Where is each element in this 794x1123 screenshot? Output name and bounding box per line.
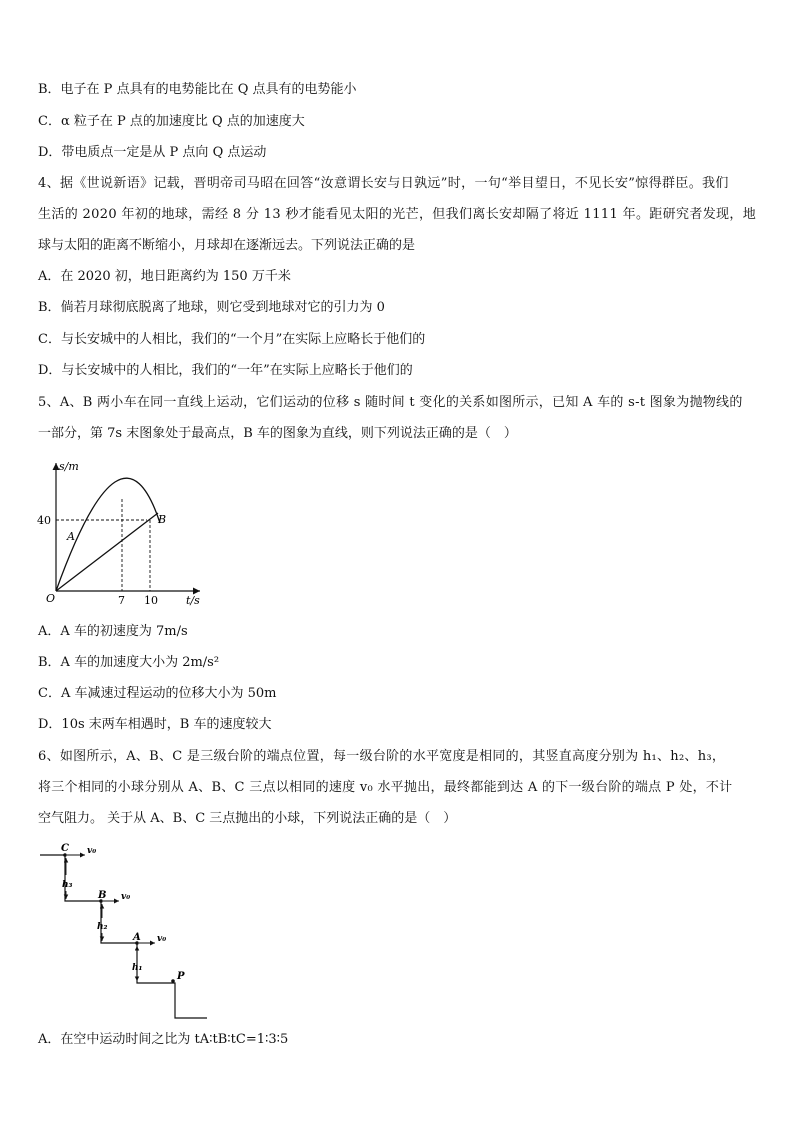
q5-option-a: A．A 车的初速度为 7m/s (38, 624, 188, 639)
q5-st-graph (30, 455, 210, 610)
line-b-label: B (158, 513, 167, 526)
h1-label: h₁ (132, 963, 143, 973)
v0-label-c: v₀ (87, 846, 97, 856)
option-b-prev: B．电子在 P 点具有的电势能比在 Q 点具有的电势能小 (38, 82, 357, 97)
q5-option-b: B．A 车的加速度大小为 2m/s² (38, 655, 220, 670)
v0-label-b: v₀ (121, 892, 131, 902)
q6-stem-line-3: 空气阻力。 关于从 A、B、C 三点抛出的小球，下列说法正确的是（ ） (38, 811, 457, 826)
q6-option-a: A．在空中运动时间之比为 tA∶tB∶tC=1∶3∶5 (38, 1032, 289, 1047)
q6-stem-line-1: 6、如图所示，A、B、C 是三级台阶的端点位置，每一级台阶的水平宽度是相同的，其竖直高度分别为 h₁、h₂、h₃， (38, 749, 726, 764)
q4-stem-line-1: 4、据《世说新语》记载，晋明帝司马昭在回答“汝意谓长安与日孰远”时，一句“举目望日，不见长安”惊得群臣。我们 (38, 176, 729, 191)
x-tick-10: 10 (144, 594, 158, 607)
label-c: C (61, 843, 69, 854)
q4-option-a: A．在 2020 初，地日距离约为 150 万千米 (38, 269, 291, 284)
curve-a-label: A (67, 530, 75, 543)
x-tick-7: 7 (118, 594, 125, 607)
q4-option-d: D．与长安城中的人相比，我们的“一年”在实际上应略长于他们的 (38, 363, 413, 378)
v0-label-a: v₀ (157, 934, 167, 944)
h3-label: h₃ (62, 880, 73, 890)
y-tick-40: 40 (37, 514, 51, 527)
q4-option-c: C．与长安城中的人相比，我们的“一个月”在实际上应略长于他们的 (38, 332, 426, 347)
h2-label: h₂ (97, 922, 108, 932)
label-b: B (98, 890, 107, 901)
q5-option-c: C．A 车减速过程运动的位移大小为 50m (38, 686, 277, 701)
q6-stem-line-2: 将三个相同的小球分别从 A、B、C 三点以相同的速度 v₀ 水平抛出，最终都能到达 A 的下一级台阶的端点 P 处，不计 (38, 780, 733, 795)
q4-option-b: B．倘若月球彻底脱离了地球，则它受到地球对它的引力为 0 (38, 300, 385, 315)
x-axis-label: t/s (186, 594, 200, 607)
q5-stem-line-1: 5、A、B 两小车在同一直线上运动，它们运动的位移 s 随时间 t 变化的关系如图所示，已知 A 车的 s-t 图象为抛物线的 (38, 395, 743, 410)
label-p: P (177, 971, 185, 982)
q5-option-d: D．10s 末两车相遇时，B 车的速度较大 (38, 717, 272, 732)
q5-stem-line-2: 一部分，第 7s 末图象处于最高点，B 车的图象为直线，则下列说法正确的是（ ） (38, 426, 517, 441)
option-d-prev: D．带电质点一定是从 P 点向 Q 点运动 (38, 145, 267, 160)
option-c-prev: C．α 粒子在 P 点的加速度比 Q 点的加速度大 (38, 114, 305, 129)
q4-stem-line-3: 球与太阳的距离不断缩小，月球却在逐渐远去。下列说法正确的是 (38, 238, 416, 253)
y-axis-label: s/m (59, 460, 79, 473)
q6-stairs-figure (35, 838, 215, 1023)
origin-label: O (46, 592, 56, 605)
q4-stem-line-2: 生活的 2020 年初的地球，需经 8 分 13 秒才能看见太阳的光芒，但我们离长安却隔了将近 1111 年。距研究者发现，地 (38, 207, 757, 222)
point-p (171, 979, 175, 983)
label-a: A (133, 932, 141, 943)
